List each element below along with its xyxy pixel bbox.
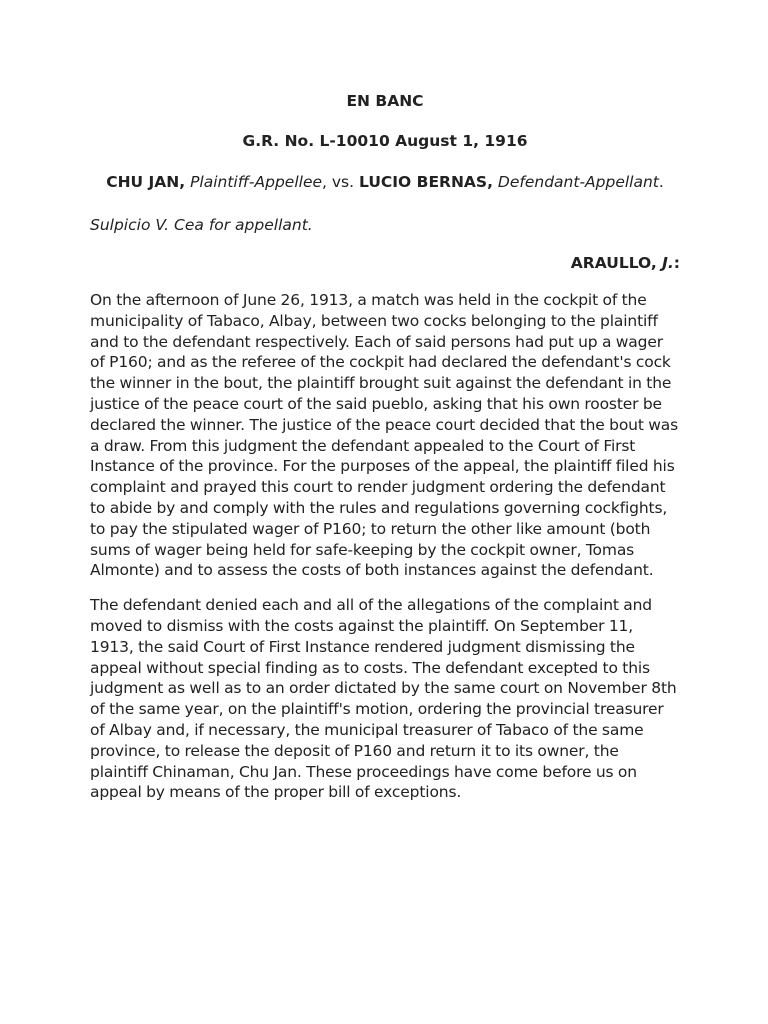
plaintiff-name: CHU JAN, <box>106 173 186 191</box>
document-page <box>90 92 680 817</box>
case-number: G.R. No. L-10010 August 1, 1916 <box>242 132 528 150</box>
justice-suffix: : <box>673 254 680 272</box>
parties-end: . <box>658 173 664 191</box>
justice-title: J. <box>662 254 674 272</box>
court-division: EN BANC <box>346 92 424 110</box>
case-parties <box>90 172 680 192</box>
versus-text: , vs. <box>322 173 359 191</box>
paragraph: The defendant denied each and all of the allegations of the complaint and moved to dismiss with the costs against the plaintiff. On September 11, 1913, the said Court of First Instance rendered judgment dismissing the appeal without special finding as to costs. The defendant excepted to this judgment as well as to an order dictated by the same court on November 8th of the same year, on the plaintiff's motion, ordering the provincial treasurer of Albay and, if necessary, the municipal treasurer of Tabaco of the same province, to release the deposit of P160 and return it to its owner, the plaintiff Chinaman, Chu Jan. These proceedings have come before us on appeal by means of the proper bill of exceptions. <box>90 596 677 802</box>
counsel-line: Sulpicio V. Cea for appellant. <box>90 216 313 234</box>
defendant-role: Defendant-Appellant <box>497 173 659 191</box>
ponente <box>90 254 680 272</box>
paragraph: On the afternoon of June 26, 1913, a match was held in the cockpit of the municipality of Tabaco, Albay, between two cocks belonging to the plaintiff and to the defendant respectively. Each of said persons had put up a wager of P160; and as the referee of the cockpit had declared the defendant's cock the winner in the bout, the plaintiff brought suit against the defendant in the justice of the peace court of the said pueblo, asking that his own rooster be declared the winner. The justice of the peace court decided that the bout was a draw. From this judgment the defendant appealed to the Court of First Instance of the province. For the purposes of the appeal, the plaintiff filed his complaint and prayed this court to render judgment ordering the defendant to abide by and comply with the rules and regulations governing cockfights, to pay the stipulated wager of P160; to return the other like amount (both sums of wager being held for safe-keeping by the cockpit owner, Tomas Almonte) and to assess the costs of both instances against the defendant. <box>90 291 679 580</box>
justice-name: ARAULLO, <box>570 254 663 272</box>
plaintiff-role: Plaintiff-Appellee <box>190 173 323 191</box>
defendant-name: LUCIO BERNAS, <box>359 173 493 191</box>
